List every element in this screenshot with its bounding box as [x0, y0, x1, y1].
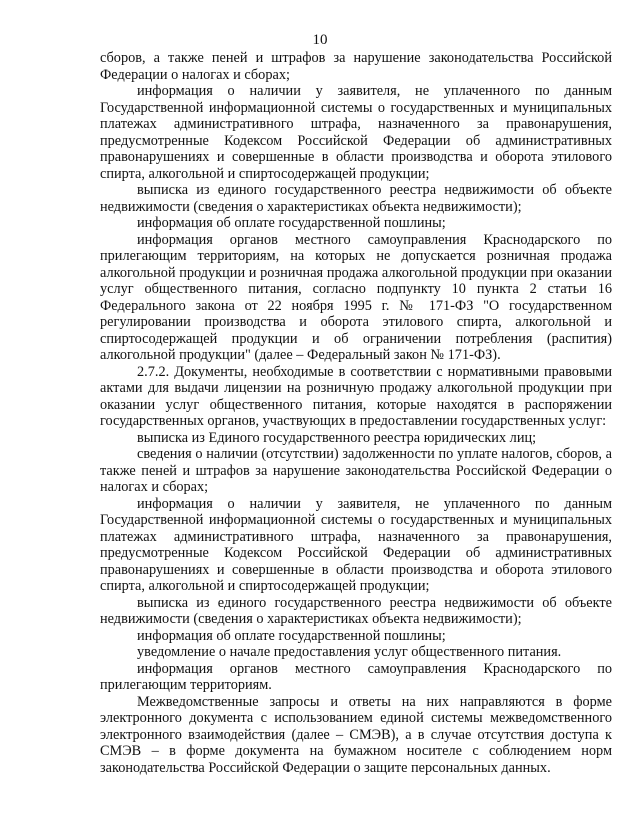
paragraph-4: информация об оплате государственной пошлины; — [137, 215, 446, 231]
paragraph-14: Межведомственные запросы и ответы на них направляются в форме электронного документа с использованием единой системы межведомственного электронного взаимодействия (далее – СМЭВ), а в случае отсутствия доступа к СМЭВ – в форме документа на бумажном носителе с соблюдением норм законодательства Российской Федерации о защите персональных данных. — [100, 693, 612, 776]
paragraph-1: сборов, а также пеней и штрафов за нарушение законодательства Российской Федерации о налогах и сборах; — [100, 50, 612, 83]
paragraph-8: сведения о наличии (отсутствии) задолженности по уплате налогов, сборов, а также пеней и штрафов за нарушение законодательства Российской Федерации о налогах и сборах; — [100, 446, 612, 495]
paragraph-13: информация органов местного самоуправления Краснодарского по прилегающим территориям. — [100, 660, 612, 693]
paragraph-2: информация о наличии у заявителя, не уплаченного по данным Государственной информационной системы о государственных и муниципальных платежах административного штрафа, назначенного за правонарушения, предусмотренные Кодексом Российской Федерации об административных правонарушениях и совершенные в области производства и оборота этилового спирта, алкогольной и спиртосодержащей продукции; — [100, 83, 612, 182]
paragraph-3: выписка из единого государственного реестра недвижимости об объекте недвижимости (сведения о характеристиках объекта недвижимости); — [100, 182, 612, 215]
page-number: 10 — [312, 32, 328, 48]
paragraph-12: уведомление о начале предоставления услуг общественного питания. — [137, 644, 562, 660]
paragraph-5: информация органов местного самоуправления Краснодарского по прилегающим территориям, на которых не допускается розничная продажа алкогольной продукции и розничная продажа алкогольной продукции при оказании услуг общественного питания, согласно подпункту 10 пункта 2 статьи 16 Федерального закона от 22 ноября 1995 г. № 171-ФЗ "О государственном регулировании производства и оборота этилового спирта, алкогольной и спиртосодержащей продукции и об ограничении потребления (распития) алкогольной продукции" (далее – Федеральный закон № 171-ФЗ). — [100, 231, 612, 363]
paragraph-9: информация о наличии у заявителя, не уплаченного по данным Государственной информационной системы о государственных и муниципальных платежах административного штрафа, назначенного за правонарушения, предусмотренные Кодексом Российской Федерации об административных правонарушениях и совершенные в области производства и оборота этилового спирта, алкогольной и спиртосодержащей продукции; — [100, 495, 612, 594]
document-body — [100, 50, 612, 776]
paragraph-7: выписка из Единого государственного реестра юридических лиц; — [137, 429, 537, 446]
paragraph-6: 2.7.2. Документы, необходимые в соответствии с нормативными правовыми актами для выдачи лицензии на розничную продажу алкогольной продукции при оказании услуг общественного питания, которые находятся в распоряжении государственных органов, участвующих в предоставлении государственных услуг: — [100, 363, 612, 429]
paragraph-10: выписка из единого государственного реестра недвижимости об объекте недвижимости (сведения о характеристиках объекта недвижимости); — [100, 594, 612, 627]
paragraph-11: информация об оплате государственной пошлины; — [137, 627, 446, 644]
